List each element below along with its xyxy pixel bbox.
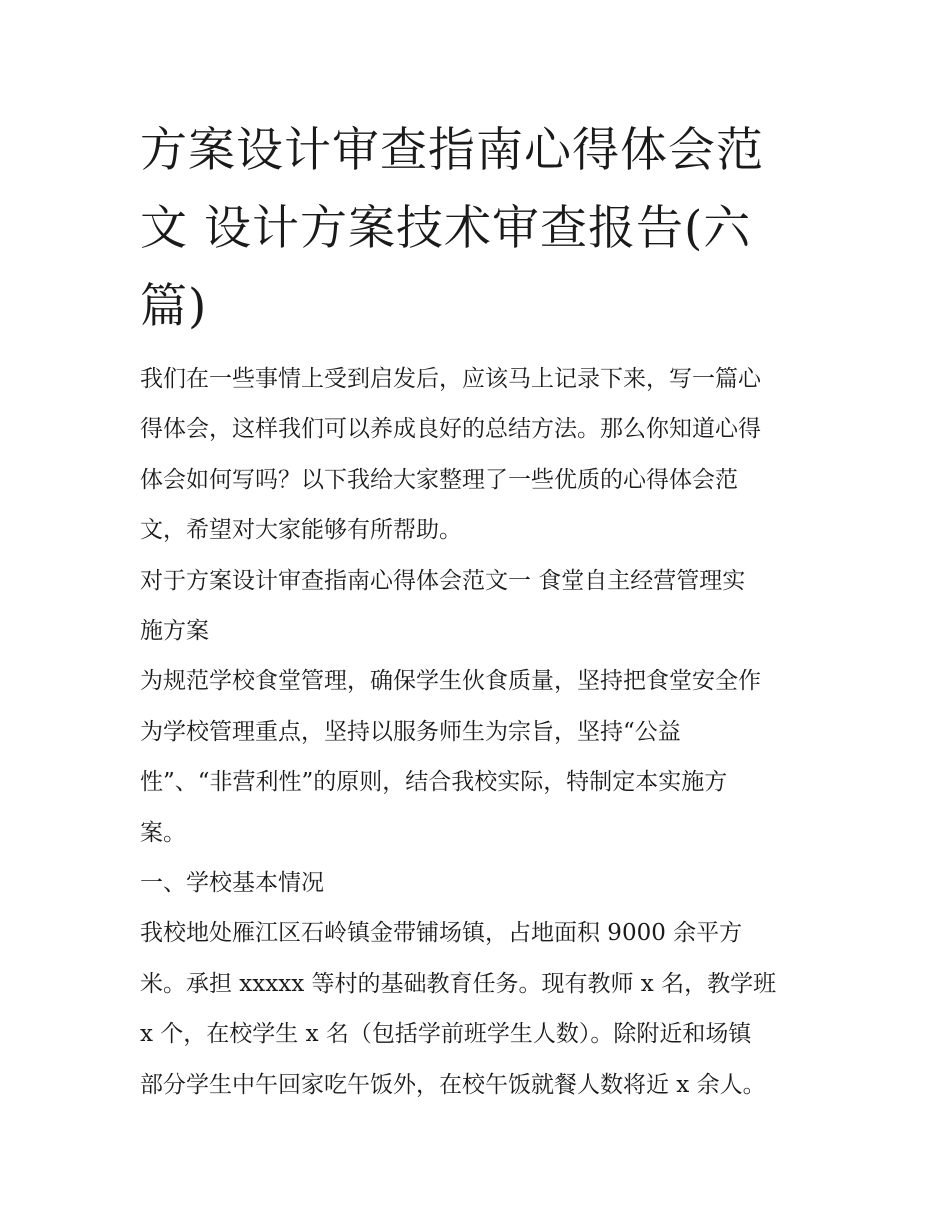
body-line: 米。承担 xxxxx 等村的基础教育任务。现有教师 x 名，教学班 (140, 970, 777, 997)
subsection-heading: 一、学校基本情况 (140, 870, 324, 897)
section-heading-line: 对于方案设计审查指南心得体会范文一 食堂自主经营管理实 (140, 567, 746, 594)
body-line: 为学校管理重点，坚持以服务师生为宗旨，坚持“公益 (140, 718, 681, 745)
body-line: 为规范学校食堂管理，确保学生伙食质量，坚持把食堂安全作 (140, 668, 761, 695)
document-page (140, 112, 820, 1110)
section-heading-line: 施方案 (140, 618, 209, 645)
document-title (140, 112, 820, 346)
body-line: 性”、“非营利性”的原则，结合我校实际，特制定本实施方 (140, 769, 728, 796)
body-line: x 个，在校学生 x 名（包括学前班学生人数）。除附近和场镇 (140, 1021, 752, 1048)
body-line: 体会如何写吗？以下我给大家整理了一些优质的心得体会范 (140, 466, 738, 493)
title-line: 篇) (140, 279, 208, 334)
body-line: 我校地处雁江区石岭镇金带铺场镇，占地面积 9000 余平方 (140, 920, 743, 947)
body-line: 我们在一些事情上受到启发后，应该马上记录下来，写一篇心 (140, 366, 761, 392)
title-line: 文 设计方案技术审查报告(六 (140, 201, 752, 256)
body-line: 案。 (140, 819, 186, 846)
title-line: 方案设计审查指南心得体会范 (140, 123, 764, 178)
body-line: 部分学生中午回家吃午饭外，在校午饭就餐人数将近 x 余人。 (140, 1071, 766, 1098)
body-line: 得体会，这样我们可以养成良好的总结方法。那么你知道心得 (140, 416, 761, 443)
body-line: 文，希望对大家能够有所帮助。 (140, 517, 462, 544)
document-body (140, 354, 820, 1110)
